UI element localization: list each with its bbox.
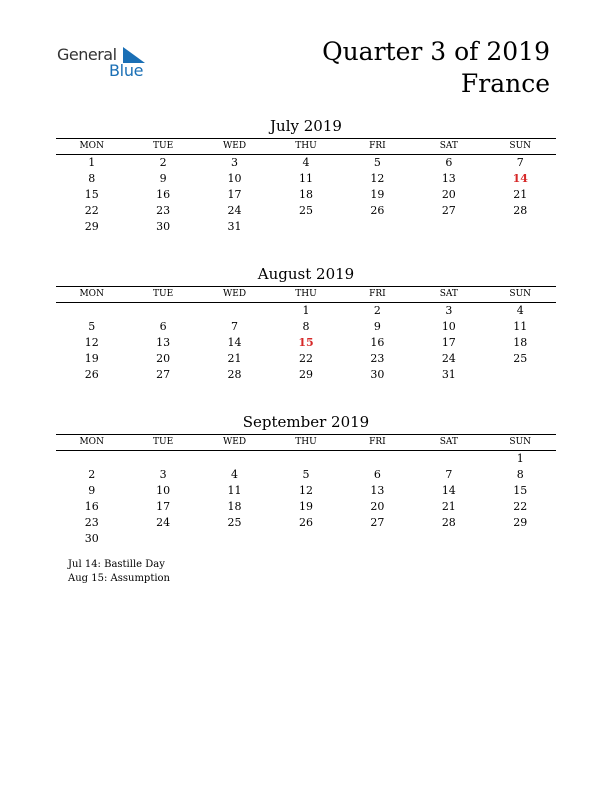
day-cell: 22	[298, 352, 313, 365]
day-cell: 2	[373, 304, 381, 317]
day-cell: 13	[370, 484, 385, 497]
weekday-header	[56, 286, 556, 303]
day-cell: 4	[516, 304, 524, 317]
week-row	[56, 335, 556, 351]
day-cell: 19	[298, 500, 313, 513]
day-cell: 6	[445, 156, 453, 169]
day-cell: 26	[84, 368, 99, 381]
month-september	[56, 412, 556, 547]
empty-day-cell	[413, 531, 484, 547]
day-cell: 1	[302, 304, 310, 317]
holiday-note: Jul 14: Bastille Day	[68, 559, 165, 570]
day-cell: 3	[231, 156, 239, 169]
empty-day-cell	[413, 219, 484, 235]
day-cell: 17	[227, 188, 242, 201]
logo-blue-text: Blue	[109, 61, 144, 80]
day-cell: 29	[513, 516, 528, 529]
day-cell: 25	[298, 204, 313, 217]
day-cell: 10	[227, 172, 242, 185]
logo	[57, 43, 157, 83]
month-title: September 2019	[242, 413, 370, 431]
day-cell: 9	[159, 172, 167, 185]
day-cell: 23	[156, 204, 171, 217]
day-cell: 1	[516, 452, 524, 465]
day-cell: 6	[373, 468, 381, 481]
day-cell: 28	[513, 204, 528, 217]
empty-day-cell	[270, 531, 341, 547]
weekday-label: MON	[79, 141, 104, 151]
day-cell: 21	[513, 188, 528, 201]
day-cell: 9	[88, 484, 96, 497]
day-cell: 27	[156, 368, 171, 381]
day-cell: 7	[445, 468, 453, 481]
day-cell: 2	[159, 156, 167, 169]
day-cell: 15	[513, 484, 528, 497]
day-cell: 11	[513, 320, 528, 333]
weekday-label: WED	[223, 437, 247, 447]
weekday-label: WED	[223, 289, 247, 299]
day-cell: 22	[513, 500, 528, 513]
day-cell: 15	[84, 188, 99, 201]
weekday-label: TUE	[153, 141, 174, 151]
page-title	[322, 36, 550, 100]
day-cell: 27	[370, 516, 385, 529]
day-cell: 19	[84, 352, 99, 365]
weekday-label: MON	[79, 437, 104, 447]
week-row	[56, 531, 556, 547]
weekday-label: TUE	[153, 437, 174, 447]
day-cell: 12	[370, 172, 385, 185]
weekday-label: SUN	[509, 289, 532, 299]
week-row	[56, 515, 556, 531]
empty-day-cell	[199, 303, 270, 319]
weekday-label: THU	[295, 141, 317, 151]
day-cell: 31	[227, 220, 242, 233]
day-cell: 23	[370, 352, 385, 365]
month-title: August 2019	[257, 265, 355, 283]
empty-day-cell	[56, 303, 127, 319]
weekday-label: THU	[295, 437, 317, 447]
logo-general-text: General	[57, 45, 117, 64]
empty-day-cell	[270, 219, 341, 235]
empty-day-cell	[127, 303, 198, 319]
empty-day-cell	[270, 451, 341, 467]
day-cell: 22	[84, 204, 99, 217]
day-cell: 29	[298, 368, 313, 381]
empty-day-cell	[413, 451, 484, 467]
empty-day-cell	[127, 531, 198, 547]
weekday-header	[56, 434, 556, 451]
day-cell: 7	[231, 320, 239, 333]
empty-day-cell	[342, 219, 413, 235]
day-cell: 30	[156, 220, 171, 233]
holiday-day-cell: 14	[512, 172, 528, 185]
day-cell: 8	[516, 468, 524, 481]
weekday-label: FRI	[369, 437, 386, 447]
day-cell: 23	[84, 516, 99, 529]
day-cell: 26	[370, 204, 385, 217]
day-cell: 5	[302, 468, 310, 481]
day-cell: 18	[298, 188, 313, 201]
weekday-label: THU	[295, 289, 317, 299]
day-cell: 8	[88, 172, 96, 185]
holiday-notes	[68, 558, 170, 586]
day-cell: 24	[156, 516, 171, 529]
month-title: July 2019	[270, 117, 342, 135]
week-row	[56, 319, 556, 335]
day-cell: 5	[373, 156, 381, 169]
day-cell: 28	[227, 368, 242, 381]
day-cell: 19	[370, 188, 385, 201]
day-cell: 25	[513, 352, 528, 365]
day-cell: 16	[156, 188, 171, 201]
weekday-label: MON	[79, 289, 104, 299]
weekday-label: SAT	[439, 289, 458, 299]
day-cell: 9	[373, 320, 381, 333]
week-row	[56, 351, 556, 367]
weekday-label: WED	[223, 141, 247, 151]
day-cell: 26	[298, 516, 313, 529]
day-cell: 18	[513, 336, 528, 349]
day-cell: 16	[370, 336, 385, 349]
day-cell: 17	[441, 336, 456, 349]
week-row	[56, 499, 556, 515]
week-row	[56, 303, 556, 319]
day-cell: 20	[370, 500, 385, 513]
day-cell: 20	[441, 188, 456, 201]
empty-day-cell	[199, 531, 270, 547]
day-cell: 14	[227, 336, 242, 349]
weekday-label: FRI	[369, 141, 386, 151]
weekday-label: TUE	[153, 289, 174, 299]
day-cell: 17	[156, 500, 171, 513]
month-august	[56, 264, 556, 383]
day-cell: 6	[159, 320, 167, 333]
empty-day-cell	[127, 451, 198, 467]
day-cell: 4	[231, 468, 239, 481]
day-cell: 11	[298, 172, 313, 185]
day-cell: 25	[227, 516, 242, 529]
weekday-label: SAT	[439, 141, 458, 151]
day-cell: 29	[84, 220, 99, 233]
empty-day-cell	[485, 219, 556, 235]
day-cell: 31	[441, 368, 456, 381]
day-cell: 30	[370, 368, 385, 381]
day-cell: 7	[516, 156, 524, 169]
title-quarter: Quarter 3 of 2019	[322, 37, 550, 66]
weekday-label: SUN	[509, 437, 532, 447]
month-july	[56, 116, 556, 235]
day-cell: 30	[84, 532, 99, 545]
day-cell: 13	[156, 336, 171, 349]
day-cell: 20	[156, 352, 171, 365]
week-row	[56, 367, 556, 383]
empty-day-cell	[342, 451, 413, 467]
day-cell: 3	[445, 304, 453, 317]
empty-day-cell	[56, 451, 127, 467]
empty-day-cell	[342, 531, 413, 547]
day-cell: 2	[88, 468, 96, 481]
weekday-label: SAT	[439, 437, 458, 447]
day-cell: 13	[441, 172, 456, 185]
day-cell: 4	[302, 156, 310, 169]
day-cell: 27	[441, 204, 456, 217]
day-cell: 21	[227, 352, 242, 365]
day-cell: 10	[156, 484, 171, 497]
title-country: France	[460, 69, 550, 98]
holiday-day-cell: 15	[298, 336, 314, 349]
day-cell: 21	[441, 500, 456, 513]
week-row	[56, 219, 556, 235]
week-row	[56, 155, 556, 171]
week-row	[56, 203, 556, 219]
week-row	[56, 171, 556, 187]
empty-day-cell	[199, 451, 270, 467]
weekday-label: FRI	[369, 289, 386, 299]
empty-day-cell	[485, 531, 556, 547]
day-cell: 16	[84, 500, 99, 513]
weekday-header	[56, 138, 556, 155]
week-row	[56, 451, 556, 467]
day-cell: 11	[227, 484, 242, 497]
day-cell: 24	[441, 352, 456, 365]
day-cell: 8	[302, 320, 310, 333]
week-row	[56, 187, 556, 203]
day-cell: 3	[159, 468, 167, 481]
day-cell: 18	[227, 500, 242, 513]
week-row	[56, 467, 556, 483]
day-cell: 5	[88, 320, 96, 333]
day-cell: 14	[441, 484, 456, 497]
day-cell: 12	[298, 484, 313, 497]
week-row	[56, 483, 556, 499]
empty-day-cell	[485, 367, 556, 383]
day-cell: 24	[227, 204, 242, 217]
day-cell: 28	[441, 516, 456, 529]
holiday-note: Aug 15: Assumption	[68, 573, 171, 584]
day-cell: 1	[88, 156, 96, 169]
day-cell: 10	[441, 320, 456, 333]
day-cell: 12	[84, 336, 99, 349]
weekday-label: SUN	[509, 141, 532, 151]
